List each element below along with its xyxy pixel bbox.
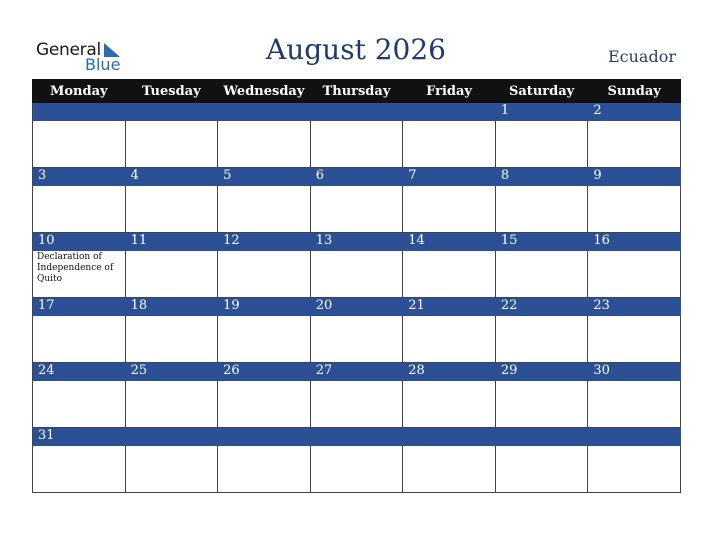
day-cell[interactable] bbox=[588, 381, 681, 428]
day-cell[interactable] bbox=[588, 316, 681, 363]
holiday-label bbox=[496, 121, 588, 123]
day-number: 3 bbox=[33, 168, 126, 186]
holiday-label bbox=[311, 381, 403, 383]
day-number: 13 bbox=[310, 233, 403, 251]
day-cell[interactable] bbox=[310, 251, 403, 298]
week-date-bar bbox=[33, 168, 681, 186]
day-number: 28 bbox=[403, 363, 496, 381]
day-cell[interactable] bbox=[218, 381, 311, 428]
day-cell[interactable] bbox=[218, 316, 311, 363]
holiday-label bbox=[218, 251, 310, 253]
holiday-label bbox=[311, 121, 403, 123]
day-cell[interactable] bbox=[403, 381, 496, 428]
holiday-label bbox=[126, 186, 218, 188]
holiday-label bbox=[588, 316, 680, 318]
holiday-label bbox=[496, 186, 588, 188]
holiday-label bbox=[126, 316, 218, 318]
day-cell[interactable] bbox=[403, 446, 496, 493]
day-cell[interactable] bbox=[403, 251, 496, 298]
day-number bbox=[310, 428, 403, 446]
holiday-label bbox=[588, 186, 680, 188]
holiday-label bbox=[126, 446, 218, 448]
holiday-label bbox=[311, 316, 403, 318]
holiday-label bbox=[218, 186, 310, 188]
day-number: 12 bbox=[218, 233, 311, 251]
holiday-label bbox=[33, 186, 125, 188]
day-cell[interactable] bbox=[588, 121, 681, 168]
day-cell[interactable] bbox=[310, 316, 403, 363]
holiday-label bbox=[218, 316, 310, 318]
day-cell[interactable] bbox=[125, 251, 218, 298]
holiday-label bbox=[403, 251, 495, 253]
day-number: 7 bbox=[403, 168, 496, 186]
week-date-bar bbox=[33, 233, 681, 251]
day-cell[interactable] bbox=[495, 316, 588, 363]
holiday-label bbox=[126, 251, 218, 253]
day-cell[interactable] bbox=[495, 186, 588, 233]
day-cell[interactable] bbox=[33, 381, 126, 428]
day-number: 23 bbox=[588, 298, 681, 316]
day-number bbox=[403, 103, 496, 121]
week-date-bar bbox=[33, 298, 681, 316]
logo-word-blue: Blue bbox=[85, 55, 121, 74]
day-cell[interactable] bbox=[588, 251, 681, 298]
holiday-label bbox=[588, 251, 680, 253]
day-cell[interactable] bbox=[495, 121, 588, 168]
day-cell[interactable] bbox=[125, 186, 218, 233]
weekday-monday: Monday bbox=[33, 80, 126, 103]
holiday-label bbox=[126, 381, 218, 383]
weekday-thursday: Thursday bbox=[310, 80, 403, 103]
day-cell[interactable] bbox=[33, 316, 126, 363]
day-cell[interactable] bbox=[125, 446, 218, 493]
day-cell[interactable] bbox=[125, 381, 218, 428]
day-number: 20 bbox=[310, 298, 403, 316]
country-label: Ecuador bbox=[607, 47, 676, 66]
holiday-label bbox=[588, 121, 680, 123]
day-number bbox=[218, 103, 311, 121]
day-number: 6 bbox=[310, 168, 403, 186]
week-date-bar bbox=[33, 363, 681, 381]
day-number bbox=[403, 428, 496, 446]
day-number: 26 bbox=[218, 363, 311, 381]
holiday-label bbox=[403, 121, 495, 123]
holiday-label bbox=[496, 446, 588, 448]
holiday-label bbox=[218, 446, 310, 448]
holiday-label: Declaration of Independence of Quito bbox=[37, 252, 114, 284]
day-cell[interactable] bbox=[495, 446, 588, 493]
logo-word-general: General bbox=[36, 40, 101, 60]
day-cell[interactable] bbox=[218, 186, 311, 233]
holiday-label bbox=[218, 381, 310, 383]
day-number: 22 bbox=[495, 298, 588, 316]
week-body-row bbox=[33, 381, 681, 428]
day-number: 8 bbox=[495, 168, 588, 186]
day-cell[interactable] bbox=[310, 381, 403, 428]
weekday-friday: Friday bbox=[403, 80, 496, 103]
holiday-label bbox=[33, 121, 125, 123]
day-number: 30 bbox=[588, 363, 681, 381]
day-cell[interactable] bbox=[403, 121, 496, 168]
day-cell[interactable] bbox=[403, 316, 496, 363]
day-number: 16 bbox=[588, 233, 681, 251]
holiday-label bbox=[126, 121, 218, 123]
day-number: 10 bbox=[33, 233, 126, 251]
day-number: 29 bbox=[495, 363, 588, 381]
weekday-wednesday: Wednesday bbox=[218, 80, 311, 103]
day-cell[interactable] bbox=[495, 251, 588, 298]
holiday-label bbox=[403, 446, 495, 448]
weekday-header-row bbox=[33, 80, 681, 103]
holiday-label bbox=[311, 186, 403, 188]
day-number: 9 bbox=[588, 168, 681, 186]
week-body-row bbox=[33, 316, 681, 363]
day-cell[interactable] bbox=[310, 186, 403, 233]
day-cell[interactable] bbox=[588, 186, 681, 233]
day-number bbox=[33, 103, 126, 121]
day-number bbox=[588, 428, 681, 446]
holiday-label bbox=[218, 121, 310, 123]
day-cell[interactable] bbox=[310, 446, 403, 493]
holiday-label bbox=[33, 446, 125, 448]
holiday-label bbox=[403, 186, 495, 188]
day-number: 4 bbox=[125, 168, 218, 186]
day-number: 19 bbox=[218, 298, 311, 316]
holiday-label bbox=[311, 446, 403, 448]
weekday-tuesday: Tuesday bbox=[125, 80, 218, 103]
week-body-row bbox=[33, 186, 681, 233]
day-cell[interactable] bbox=[125, 316, 218, 363]
day-cell[interactable] bbox=[125, 121, 218, 168]
day-cell[interactable] bbox=[33, 446, 126, 493]
holiday-label bbox=[403, 381, 495, 383]
day-number: 14 bbox=[403, 233, 496, 251]
day-cell[interactable] bbox=[495, 381, 588, 428]
day-number bbox=[125, 103, 218, 121]
day-number bbox=[125, 428, 218, 446]
day-number: 1 bbox=[495, 103, 588, 121]
holiday-label bbox=[496, 381, 588, 383]
day-number: 21 bbox=[403, 298, 496, 316]
weekday-sunday: Sunday bbox=[588, 80, 681, 103]
holiday-label bbox=[496, 316, 588, 318]
holiday-label bbox=[33, 316, 125, 318]
day-number: 25 bbox=[125, 363, 218, 381]
day-cell[interactable] bbox=[218, 446, 311, 493]
day-cell[interactable] bbox=[588, 446, 681, 493]
holiday-label bbox=[588, 381, 680, 383]
calendar-title: August 2026 bbox=[266, 33, 446, 66]
day-cell[interactable] bbox=[403, 186, 496, 233]
weekday-saturday: Saturday bbox=[495, 80, 588, 103]
day-number: 31 bbox=[33, 428, 126, 446]
day-number: 5 bbox=[218, 168, 311, 186]
week-body-row bbox=[33, 446, 681, 493]
day-number: 24 bbox=[33, 363, 126, 381]
day-number: 27 bbox=[310, 363, 403, 381]
day-number bbox=[218, 428, 311, 446]
holiday-label bbox=[588, 446, 680, 448]
holiday-label bbox=[496, 251, 588, 253]
day-number: 11 bbox=[125, 233, 218, 251]
day-cell[interactable] bbox=[218, 251, 311, 298]
day-cell[interactable] bbox=[33, 251, 126, 298]
holiday-label bbox=[311, 251, 403, 253]
calendar-grid bbox=[32, 79, 681, 493]
week-date-bar bbox=[33, 428, 681, 446]
day-cell[interactable] bbox=[310, 121, 403, 168]
day-number: 2 bbox=[588, 103, 681, 121]
holiday-label bbox=[33, 381, 125, 383]
day-number: 17 bbox=[33, 298, 126, 316]
day-number: 18 bbox=[125, 298, 218, 316]
day-number bbox=[495, 428, 588, 446]
holiday-label bbox=[403, 316, 495, 318]
day-cell[interactable] bbox=[33, 186, 126, 233]
day-cell[interactable] bbox=[33, 121, 126, 168]
week-body-row bbox=[33, 121, 681, 168]
day-cell[interactable] bbox=[218, 121, 311, 168]
week-date-bar bbox=[33, 103, 681, 121]
week-body-row bbox=[33, 251, 681, 298]
day-number: 15 bbox=[495, 233, 588, 251]
day-number bbox=[310, 103, 403, 121]
